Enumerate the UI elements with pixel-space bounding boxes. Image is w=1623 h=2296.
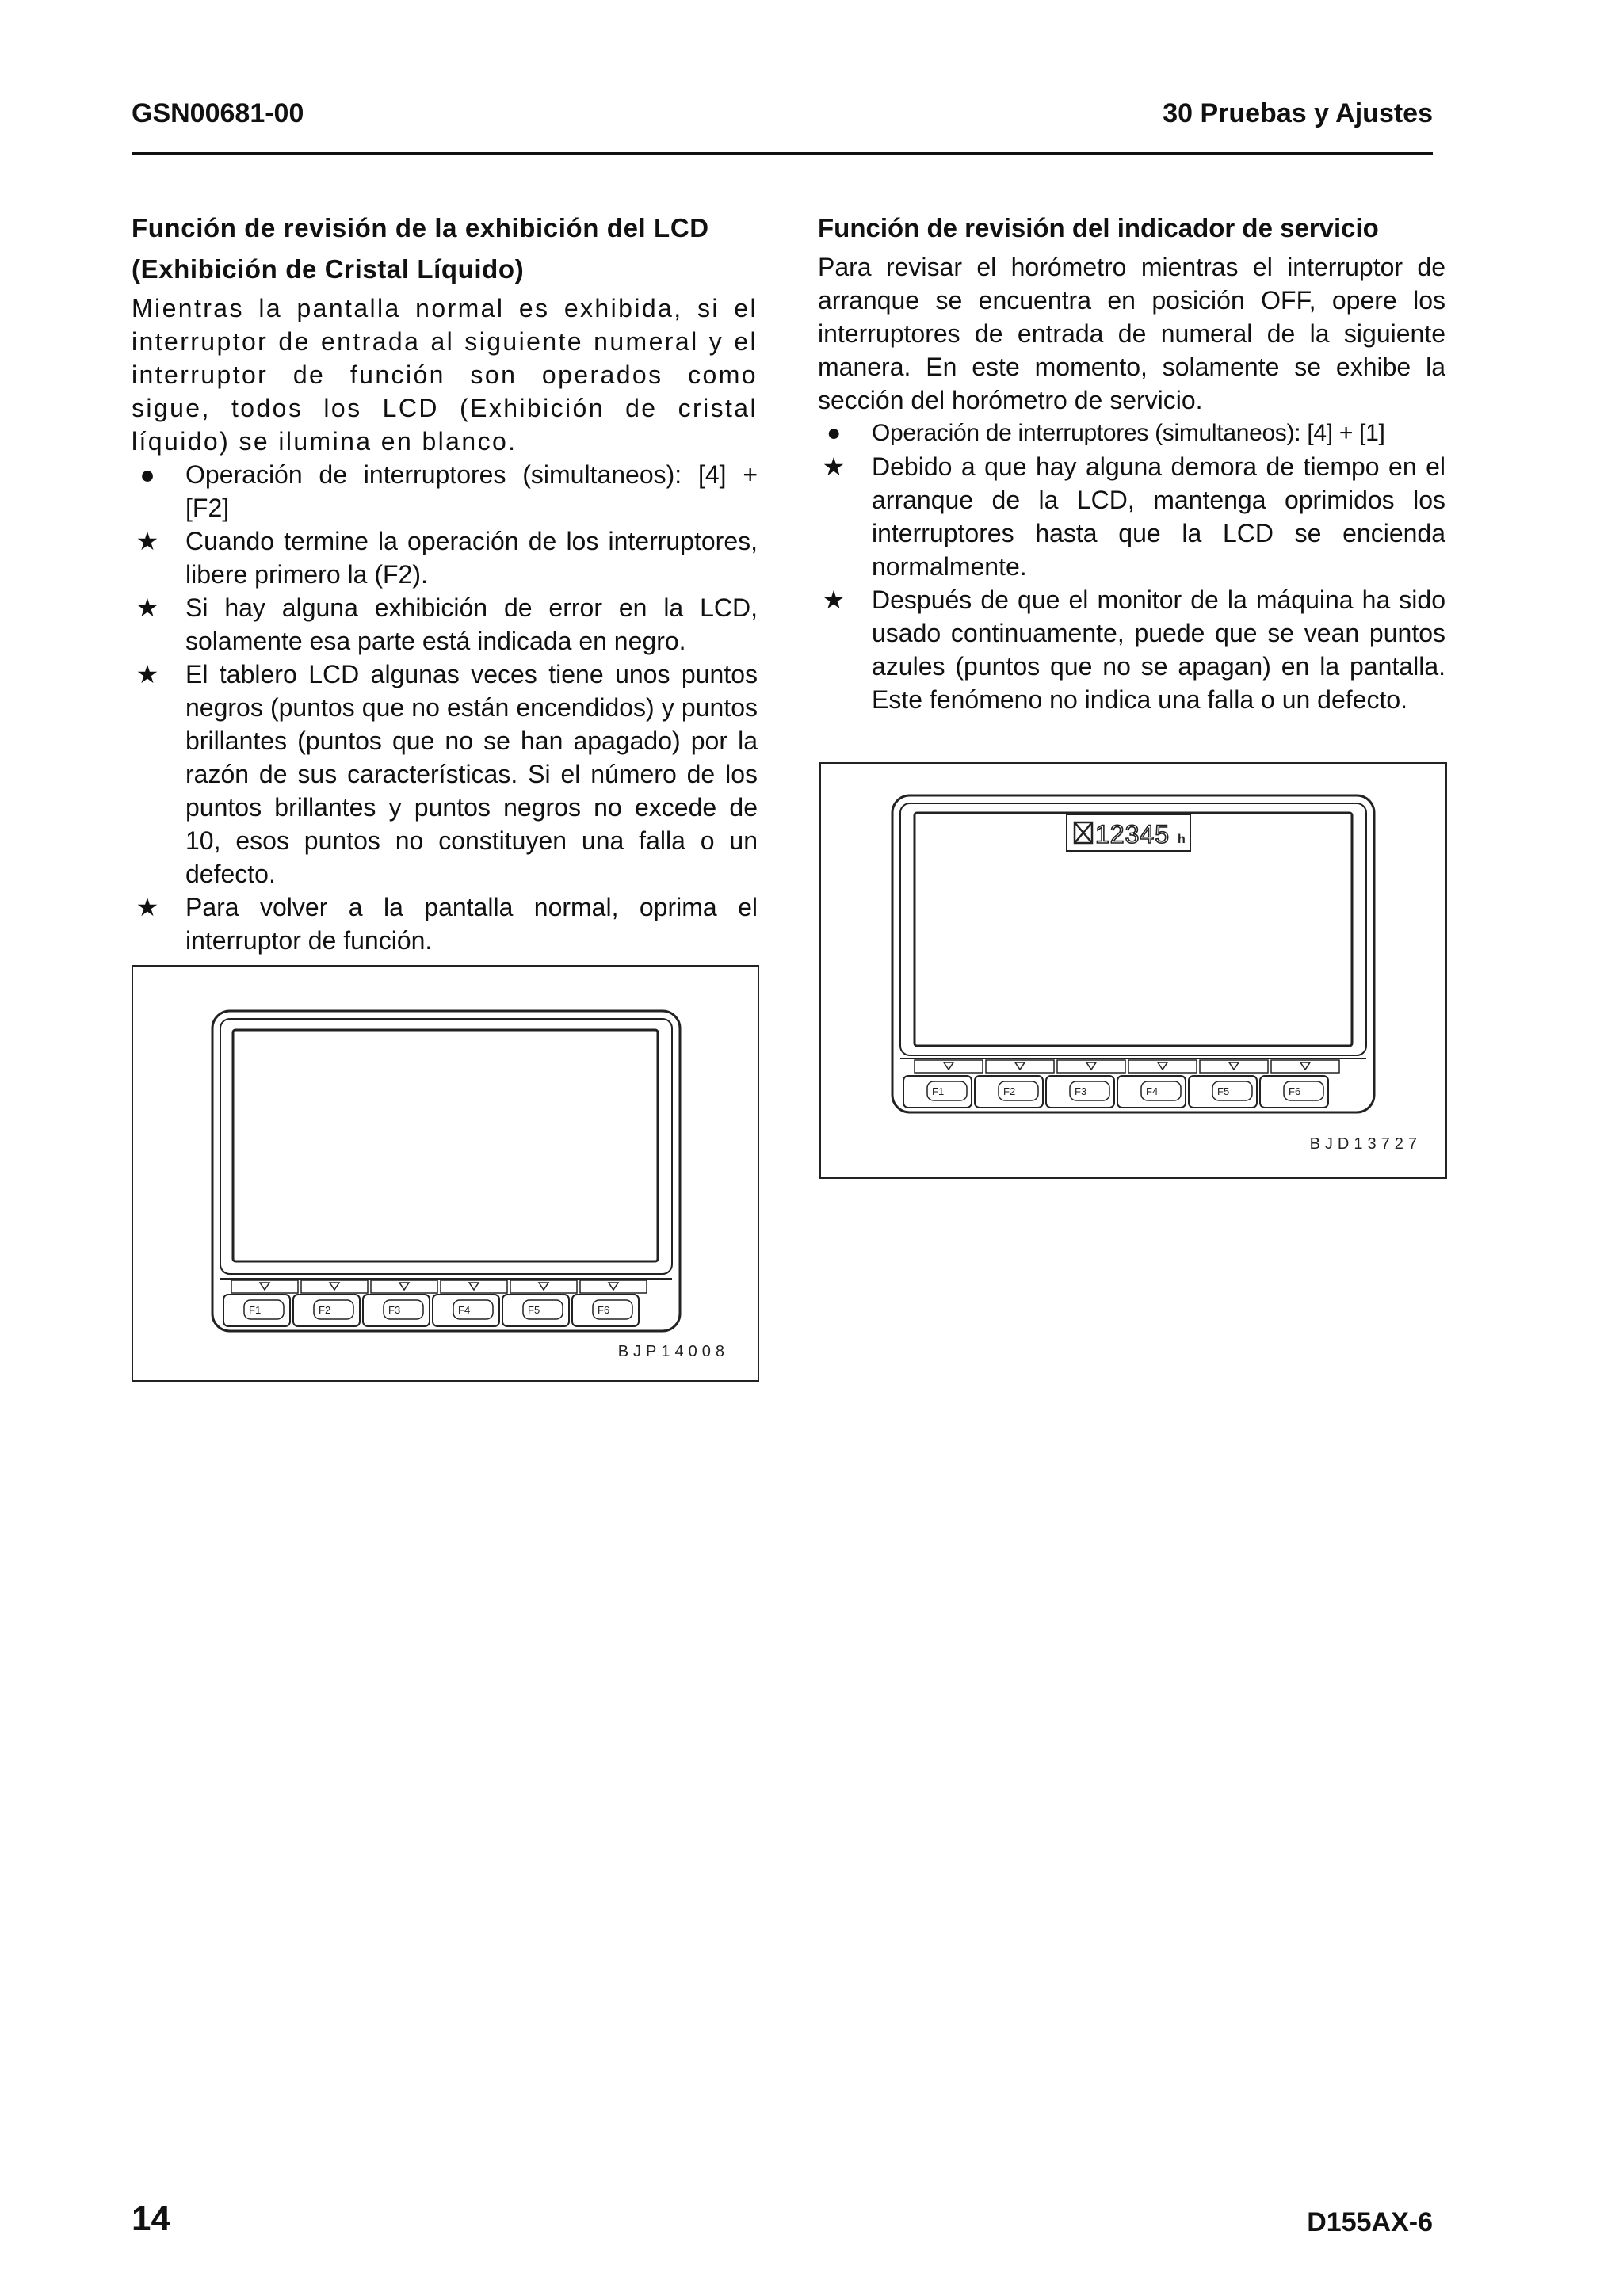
list-item-text: Debido a que hay alguna demora de tiempo en el arranque de la LCD, mantenga oprimidos los interruptores hasta que la LCD se encienda normalmente. [872,452,1445,581]
list-item [132,658,758,891]
figure-code: BJP14008 [617,1343,729,1360]
list-item-text: Operación de interruptores (simultaneos): [4] + [F2] [185,460,758,522]
list-item-text: Después de que el monitor de la máquina ha sido usado continuamente, puede que se vean puntos azules (puntos que no se apagan) en la pantalla. Este fenómeno no indica una falla o un defecto. [872,585,1445,714]
right-item-list [818,417,1445,716]
f3-key-label: F3 [1075,1085,1087,1097]
f2-key-label: F2 [319,1304,331,1316]
section-title: 30 Pruebas y Ajustes [1163,98,1433,128]
star-marker: ★ [136,660,159,688]
left-column [132,208,758,957]
f4-key-label: F4 [458,1304,471,1316]
list-item [132,891,758,957]
document-code: GSN00681-00 [132,98,304,128]
figure-code: BJD13727 [1309,1135,1422,1153]
right-intro-paragraph: Para revisar el horómetro mientras el interruptor de arranque se encuentra en posición OFF, opere los interruptores de entrada de numeral de la siguiente manera. En este momento, solamente se exhibe la sección del horómetro de servicio. [818,253,1445,414]
service-meter-unit: h [1178,833,1186,846]
star-marker: ★ [136,527,159,555]
star-marker: ★ [136,593,159,622]
lcd-monitor-drawing [133,967,758,1380]
list-item-text: Operación de interruptores (simultaneos): [4] + [1] [872,420,1385,446]
lcd-monitor-figure [132,965,759,1382]
star-marker: ★ [822,585,846,614]
bullet-marker: ● [827,420,841,446]
left-title-line1: Función de revisión de la exhibición del LCD [132,213,709,242]
list-item [132,591,758,658]
model-code: D155AX-6 [1307,2207,1433,2237]
page-number: 14 [132,2199,170,2238]
f1-key-label: F1 [932,1085,945,1097]
left-section-title [132,208,758,290]
bullet-marker: ● [139,460,155,489]
header-rule [132,152,1433,155]
left-title-line2: (Exhibición de Cristal Líquido) [132,254,525,284]
service-meter-figure [819,762,1447,1179]
list-item-text: Para volver a la pantalla normal, oprima el interruptor de función. [185,893,758,955]
star-marker: ★ [822,452,846,481]
f2-key-label: F2 [1003,1085,1016,1097]
right-section-title: Función de revisión del indicador de servicio [818,213,1379,242]
left-item-list [132,458,758,957]
lcd-screen [233,1030,658,1261]
f6-key-label: F6 [1289,1085,1301,1097]
f1-key-label: F1 [249,1304,262,1316]
f3-key-label: F3 [388,1304,401,1316]
star-marker: ★ [136,893,159,921]
service-meter-value: 12345 [1095,820,1170,849]
f5-key-label: F5 [528,1304,540,1316]
list-item [818,417,1445,450]
right-column [818,208,1445,716]
list-item [132,524,758,591]
list-item-text: El tablero LCD algunas veces tiene unos puntos negros (puntos que no están encendidos) y puntos brillantes (puntos que no se han apagado) por la razón de sus características. Si el número de los puntos brillantes y puntos negros no excede de 10, esos puntos no constituyen una falla o un defecto. [185,660,758,888]
left-intro-paragraph: Mientras la pantalla normal es exhibida, si el interruptor de entrada al siguiente numeral y el interruptor de función son operados como sigue, todos los LCD (Exhibición de cristal líquido) se ilumina en blanco. [132,294,758,456]
service-meter-drawing [821,764,1445,1177]
list-item-text: Si hay alguna exhibición de error en la LCD, solamente esa parte está indicada en negro. [185,593,758,655]
list-item [132,458,758,524]
f4-key-label: F4 [1146,1085,1159,1097]
f5-key-label: F5 [1217,1085,1230,1097]
list-item [818,583,1445,716]
f6-key-label: F6 [598,1304,610,1316]
service-meter-display [1067,814,1190,851]
list-item [818,450,1445,583]
list-item-text: Cuando termine la operación de los interruptores, libere primero la (F2). [185,527,758,589]
